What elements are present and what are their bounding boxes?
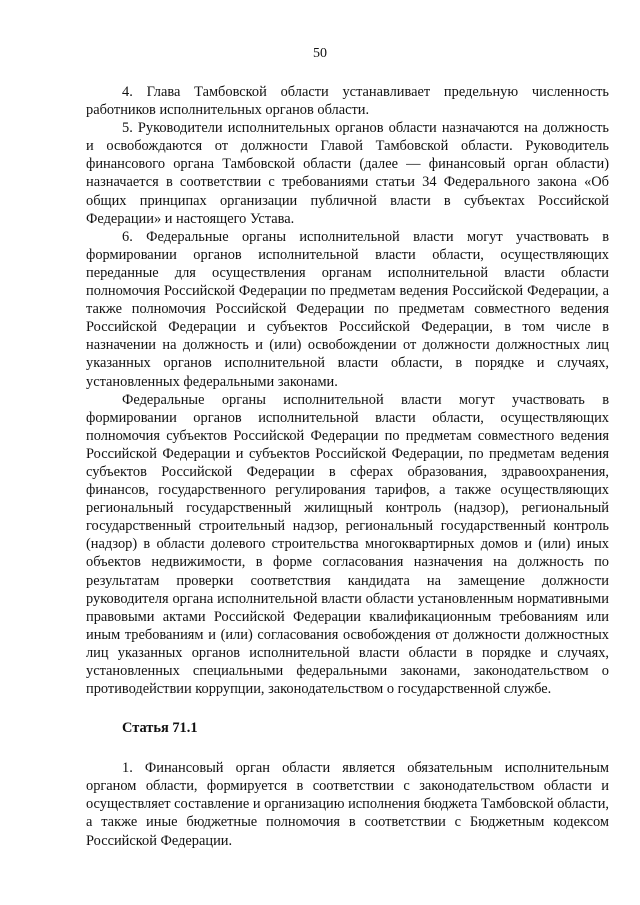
document-body (86, 83, 609, 850)
paragraph-federal-bodies: Федеральные органы исполнительной власти могут участвовать в формировании органов исполнительной власти области, осуществляющих полномочия субъектов Российской Федерации по предметам совместного ведения Российской Федерации и субъектов Российской Федерации, по предметам ведения субъектов Российской Федерации в сферах образования, здравоохранения, финансов, государственного регулирования тарифов, а также осуществляющих региональный государственный жилищный контроль (надзор), региональный государственный строительный надзор, региональный государственный контроль (надзор) в области долевого строительства многоквартирных домов и (или) иных объектов недвижимости, в форме согласования назначения на должность по результатам проверки соответствия кандидата на замещение должности руководителя органа исполнительной власти области установленным нормативными правовыми актами Российской Федерации квалификационным требованиям или иным требованиям и (или) согласования освобождения от должности должностных лиц указанных органов исполнительной власти области в порядке и случаях, установленных специальными федеральными законами, законодательством о противодействии коррупции, законодательством о государственной службе. (86, 391, 609, 698)
paragraph-5: 5. Руководители исполнительных органов области назначаются на должность и освобождаются от должности Главой Тамбовской области. Руководитель финансового органа Тамбовской области (далее — финансовый орган области) назначается в соответствии с требованиями статьи 34 Федерального закона «Об общих принципах организации публичной власти в субъектах Российской Федерации» и настоящего Устава. (86, 120, 609, 227)
paragraph-4: 4. Глава Тамбовской области устанавливает предельную численность работников исполнительных органов области. (86, 84, 609, 119)
page-number: 50 (313, 46, 327, 61)
paragraph-6: 6. Федеральные органы исполнительной власти могут участвовать в формировании органов исполнительной власти области, осуществляющих переданные для осуществления органам исполнительной власти области полномочия Российской Федерации по предметам ведения Российской Федерации, а также полномочия Российской Федерации по предметам совместного ведения Российской Федерации и субъектов Российской Федерации, в том числе в назначении на должность и (или) освобождении от должности должностных лиц указанных органов исполнительной власти области, в порядке и случаях, установленных федеральными законами. (86, 228, 609, 390)
article-paragraph-1: 1. Финансовый орган области является обязательным исполнительным органом области, формируется в соответствии с законодательством области и осуществляет составление и организацию исполнения бюджета Тамбовской области, а также иные бюджетные полномочия в соответствии с Бюджетным кодексом Российской Федерации. (86, 760, 610, 849)
article-heading: Статья 71.1 (122, 720, 198, 737)
